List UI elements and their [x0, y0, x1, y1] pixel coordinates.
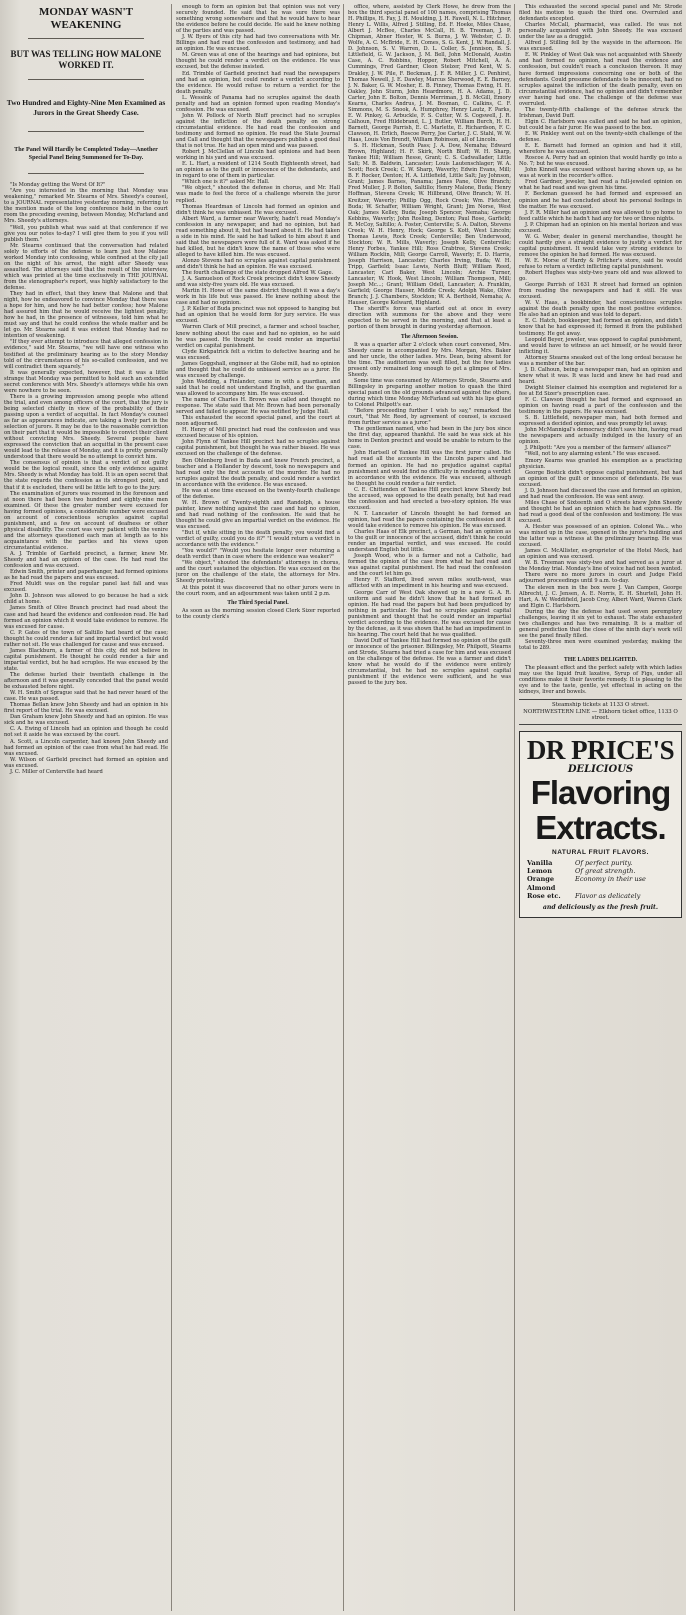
column-1-body [4, 182, 168, 775]
price-extracts-advertisement [519, 731, 682, 919]
paragraph: "If they ever attempt to introduce that alleged confession in evidence," said Mr. Stearns, "we will have one witness who testified at the preliminary hearing as to the story Monday told of the circumstances of his so-called confession, and we will contradict them squarely." [4, 339, 168, 370]
paragraph: During the day the defense had used seven peremptory challenges, leaving it six yet to exhaust. The state exhausted two challenges and has two remaining. It is a matter of general prediction that the close of the ninth day's work will see the panel finally filled. [519, 608, 682, 639]
paragraph: J. P. Keller of Buda precinct was not opposed to hanging but had an opinion that he would form for jury service. He was excused. [176, 306, 340, 325]
paragraph: E. E. Barnett had formed an opinion and had it still, wherefore he was excused. [519, 143, 682, 156]
divider [28, 173, 144, 174]
paragraph: Dwight Steiner claimed his exemption and registered for a fee at Ed Sizer's prescription case. [519, 384, 682, 397]
paragraph: They had in effect, that they knew that Malone and that night, how he endeavored to convince Monday that there was a hope for him, and how he had better confess; how Malone had assured him that he would receive the lightest penalty; how he had, in the presence of witnesses, told him what he must say and that he could confess the whole matter and be let go. Mr. Stearns said it was evident that Monday had no intention of weakening. [4, 291, 168, 340]
deck-3: The Panel Will Hardly be Completed Today—Another Special Panel Being Summoned for To-Day. [14, 146, 158, 161]
deck-2: Two Hundred and Eighty-Nine Men Examined as Jurors in the Great Sheedy Case. [6, 98, 166, 117]
paragraph: A. Hester was possessed of an opinion. Colonel Wa... who was mixed up in the case, opened in the juror's building and the latter was a witness at the preliminary hearing. He was excused. [519, 524, 682, 549]
paragraph: E. W. Pinkley of West Oak was not acquainted with Sheedy and had formed no opinion, had read the evidence and confession, but couldn't reach a conclusion thereon. It may have formed impressions concerning one or both of the defendants. Could presume defendants to be innocent, had no scruples against the infliction of the death penalty, even on circumstantial evidence, had no opinion and didn't remember ever having had one. The challenge of the defense was overruled. [519, 52, 682, 107]
paragraph: The name of Charles H. Brown was called and thought no response. The state said that Mr. Brown had been personally served and failed to appear. He was notified by Judge Hall. [176, 397, 340, 416]
paragraph: The eleven men in the box were J. Van Campen, George Albrecht, J. C. Jensen, A. E. Norris, E. H. Shurtell, John H. Hart, A. W. Weddifield, Jacob Croy, Albert Ward, Warren Clark and Elgin C. Harlsborn. [519, 584, 682, 609]
ad-brand: DR PRICE'S [526, 734, 675, 765]
paragraph: J. W. Byers of this city had had two conversations with Mr. Billings and had read the confession and testimony, and had an opinion. He was excused. [176, 34, 340, 53]
column-4 [519, 4, 682, 1611]
paragraph: C. A. Ewing of Lincoln had an opinion and though he could not set it aside he was excused by the court. [4, 726, 168, 739]
ad-flavor-desc: Economy in their use [575, 875, 646, 884]
paragraph: Leopold Beyer, jeweler, was opposed to capital punishment, and would have to witness an act himself, or he would favor inflicting it. [519, 336, 682, 355]
paragraph: Joseph Wood, who is a farmer and not a Catholic, had formed the opinion of the case from what he had read and was against capital punishment. He had read the confession and the court let him go. [348, 553, 511, 578]
paragraph: E. L. Hart, a resident of 1214 South Eighteenth street, had an opinion as to the guilt or innocence of the defendants, and in regard to one of them in particular. [176, 161, 340, 180]
paragraph: Martin H. Howe of the same district thought it was a day's work in his life but was passed. He knew nothing about the case and had no opinion. [176, 288, 340, 307]
deck-1: BUT WAS TELLING HOW MALONE WORKED IT. [10, 49, 162, 70]
paragraph: Miles Chase of Sixteenth and O streets knew John Sheedy and thought he had an opinion which he had expressed. He had read a good deal of the confession and testimony. He was excused. [519, 499, 682, 524]
paragraph: M. Green was at one of the hearings and had opinions, but thought he could render a verdict on the evidence. He was excused, but the defense insisted. [176, 52, 340, 71]
paragraph: The consensus of opinion is that a verdict of not guilty would be the logical result, since the only evidence against Mrs. Sheedy is what Monday has told. It is an open secret that the state regards the confession as its strongest point, and that if it is excluded, there will be little left to go to the jury. [4, 460, 168, 491]
paragraph: John Flynn of Yankee Hill precinct had no scruples against capital punishment, but thought he was rather biased. He was excused on the challenge of the defense. [176, 439, 340, 458]
paragraph: F. Beckman guessed he had formed and expressed an opinion and he had concluded about his personal feelings in the matter. He was excused. [519, 191, 682, 210]
paragraph: There is a growing impression among people who attend the trial, and even among officers of the court, that the jury is being selected chiefly in view of the probability of their passing upon a verdict of acquittal. In fact Monday's counsel as far as appearances indicate, are taking a lively part in the selection of jurors. It may be due to the reasonable conviction on their part that it would be impossible to convict their client without convicting Mrs. Sheedy. Several people have expressed the conviction that an acquittal in the present case would lead to the release of Monday, and it is pretty generally understood that there would be no attempt to convict him. [4, 393, 168, 461]
paragraph: Charles Haas of Elk precinct, a German, had an opinion as to the guilt or innocence of the accused, didn't think he could render an impartial verdict, and was excused. He could understand English but little. [348, 529, 511, 554]
ad-flavor-desc: Flavor as delicately [575, 892, 641, 901]
paragraph: W. H. Brown of Twenty-eighth and Randolph, a house painter, knew nothing against the case and had no opinion, and had read nothing of the confession. He said that he thought he could give an impartial verdict on the evidence. He was excused. [176, 499, 340, 531]
paragraph: The sheriff's force was started out at once in every direction with summons for the above and they were expected to be served in the morning, and that at least a portion of them brought in during yesterday afternoon. [348, 306, 511, 331]
paragraph: "We object," shouted the defendants' attorneys in chorus, and the court sustained the objection. He was excused on the juror on the challenge of the state, the attorneys for Mrs. Sheedy protesting. [176, 560, 340, 585]
paragraph: Warren Clark of Mill precinct, a farmer and school teacher, knew nothing about the case and had no opinion, so he said he was passed. He thought he could render an impartial verdict on capital punishment. [176, 324, 340, 349]
paragraph: "You would?" "Would you hesitate longer over returning a death verdict than in case where the evidence was weaker?" [176, 548, 340, 561]
column-rule [171, 4, 172, 1611]
ad-tagline: DELICIOUS [567, 763, 634, 775]
ad-flavor-list [523, 859, 678, 901]
divider [28, 131, 144, 132]
section-heading: The Afternoon Session. [400, 333, 459, 340]
paragraph: Alonzo Stevens had no scruples against capital punishment and didn't think he had an opinion. He was excused. [176, 257, 340, 271]
paragraph: Elgin C. Harlsborn was called and said he had an opinion, but could be a fair juror. He was passed to the box. [519, 118, 682, 131]
paragraph: Dan Graham knew John Sheedy and had an opinion. He was sick and he was excused. [4, 714, 168, 727]
paragraph: W. V. Haas, a bookbinder, had conscientious scruples against the death penalty upon the most positive evidence. He also had an opinion and was told to depart. [519, 300, 682, 319]
paragraph: H. Henry of Mill precinct had read the confession and was excused because of his opinion. [176, 427, 340, 440]
paragraph: The gentleman named, who had been in the jury box since the first day, appeared thankful. He said he was sick at his home in Denton precinct and would be unable to return to the case. [348, 426, 511, 451]
paragraph: J. C. Miller of Centerville had heard [10, 768, 103, 775]
paragraph: It was generally expected, however, that it was a little strange that Monday was permitted to hold such an extended secret conference with Mrs. Sheedy's attorneys while his own were nowhere to be seen. [4, 369, 168, 394]
paragraph: J. Philpott: "Are you a member of the farmers' alliance?" [525, 445, 672, 452]
paragraph: Robert Hughes was sixty-two years old and was allowed to go. [519, 270, 682, 283]
paragraph: W. B. Treeman was sixty-two and had served as a juror at the Monday trial. Monday's line of voice had not been wanted. [519, 560, 682, 573]
paragraph: James Goggshall, engineer at the Globe mill, had no opinion and thought that he could do unbiased service as a juror. He was excused by challenge. [176, 360, 340, 379]
paragraph: James Smith of Olive Branch precinct had read about the case and had heard the evidence and confession read. He had formed an opinion which it would take evidence to remove. He was excused for cause. [4, 605, 168, 630]
paragraph: "We object," shouted the defense in chorus, and Mr. Hall was made to feel the force of a challenge wherein the juror replied. [176, 185, 340, 204]
paragraph: John Wedding, a Finlander, came in with a guardian, and said that he could not understand English, and the guardian was allowed to accompany him. He was excused. [176, 378, 340, 397]
ad-flavor-name: Vanilla [527, 858, 553, 867]
paragraph: John Hartsell of Yankee Hill was the first juror called. He had read all the accounts in the Lincoln papers and had formed an opinion. He had no prejudice against capital punishment and would find no difficulty in rendering a verdict in accordance with the evidence. He was excused, although he thought he could render a fair verdict. [348, 450, 511, 487]
ad-flavor-name: Orange [527, 875, 555, 884]
paragraph: John D. Johnson was allowed to go because he had a sick child at home. [4, 593, 168, 606]
paragraph: J. D. Calhoun, being a newspaper man, had an opinion and knew what it was. It was lucid and knew he had read and heard. [519, 366, 682, 385]
paragraph: Thomas Bellan knew John Sheedy and had an opinion in his first report of the trial. He was excused. [4, 702, 168, 715]
paragraph: He was at one time excused on the twenty-fourth challenge of the defense. [176, 487, 340, 500]
paragraph: The defense hurled their twentieth challenge in the afternoon and it was generally conceded that the panel would be exhausted before night. [4, 671, 168, 691]
ad-subheading: NATURAL FRUIT FLAVORS. [552, 848, 649, 856]
ad-flavor-item [527, 892, 678, 900]
paragraph: John McMannigal's democracy didn't save him, having read the newspapers and actually indulged in the luxury of an opinion. [519, 427, 682, 446]
paragraph: Robert J. McClellan of Lincoln had opinions and had been working in his yard and was excused. [176, 149, 340, 162]
paragraph: "But if, while sitting in the death penalty, you would find a verdict of guilty, could you do it?" "I would return a verdict in accordance with the evidence." [176, 530, 340, 549]
paragraph: Charles McCall, pharmacist, was called. He was not personally acquainted with John Sheedy. He was excused under the law as a druggist. [519, 22, 682, 41]
paragraph: "Well, not to any alarming extent." He was excused. [525, 451, 661, 458]
column-rule [514, 4, 515, 1611]
paragraph: James C. McAllister, ex-proprietor of the Hotel Meck, had an opinion and was excused. [519, 548, 682, 561]
column-3-body [348, 4, 511, 686]
paragraph: W. G. Weber, dealer in general merchandise, thought he could hardly give a straight evidence to justify a verdict for capital punishment. It would take very strong evidence to remove the opinion he had formed. He was excused. [519, 233, 682, 258]
paragraph: C. P. Gates of the town of Saltillo had heard of the case; thought he could render a fair and impartial verdict but would rather not sit. He was challenged for cause and was excused. [4, 629, 168, 648]
paragraph: Clyde Kirkpatrick felt a victim to defective hearing and he was excused. [176, 348, 340, 361]
divider [28, 38, 144, 39]
column-3 [348, 4, 511, 1611]
paragraph: Seventy-three men were examined yesterday, making the total to 289. [519, 638, 682, 651]
paragraph: A. Scott, a Lincoln carpenter, had known John Sheedy and had formed an opinion of the case from what he had read. He was excused. [4, 738, 168, 757]
paragraph: Edwin Smith, printer and paperhanger, had formed opinions as he had read the papers and was excused. [4, 569, 168, 582]
paragraph: James Blackburn, a farmer of this city, did not believe in capital punishment. He thought he could render a fair and impartial verdict, but he had scruples. He was excused by the state. [4, 647, 168, 672]
section-heading: The Third Special Panel. [227, 599, 289, 606]
paragraph: The examination of jurors was resumed in the forenoon and at noon there had been two hundred and eighty-nine men examined. Of these the greater number were excused for having formed opinions, a considerable number were excused on account of conscientious scruples against capital punishment, and a few on account of deafness or other physical disability. The court was very patient with the venire and the attorneys questioned each man at length as to his acquaintance with the parties and his views upon circumstantial evidence. [4, 490, 168, 551]
ad-flavor-item [527, 875, 678, 883]
column-1 [4, 4, 168, 1611]
paragraph: Thomas Heardman of Lincoln had formed an opinion and didn't think he was unbiased. He was excused. [176, 203, 340, 216]
paragraph: "Which one is it?" asked Mr. Hall. [182, 179, 270, 186]
paragraph: George Bostick didn't oppose capital punishment, but had an opinion of the guilt or innocence of defendants. He was excused. [519, 469, 682, 488]
paragraph: J. P. Chipman had an opinion on his mental horizon and was excused. [519, 221, 682, 234]
paragraph: Mr. Stearns continued that the conversation had related solely to efforts of the defense to learn just how Malone worked Monday into confessing, while confined at the city jail on the night of his arrest, the night after Sheedy was assaulted. The attorneys said that the result of the interview, which was printed at the time exclusively in THE JOURNAL from the stenographer's report, was highly satisfactory to the defense. [4, 242, 168, 291]
paragraph: W. Wilson of Garfield precinct had formed an opinion and was excused. [4, 756, 168, 769]
ladies-paragraph: The pleasant effect and the perfect safety with which ladies may use the liquid fruit laxative, Syrup of Figs, under all conditions make it their favorite remedy. It is pleasing to the eye and to the taste, gentle, yet effectual in acting on the kidneys, liver and bowels. [519, 665, 682, 696]
paragraph: George Parrish of 1631 R street had formed an opinion from reading the newspapers and had it still. He was excused. [519, 282, 682, 301]
paragraph: Fred Gardner, jeweler, had read a full-jeweled opinion on what he had read and was given his time. [519, 179, 682, 192]
paragraph: Henry F. Stafford, lived seven miles south-west, was afflicted with an impediment in his hearing and was excused. [348, 577, 511, 590]
ad-product-line-1: Flavoring [530, 773, 671, 811]
paragraph: George Carr of West Oak showed up in a new G. A. R. uniform and said he didn't know that he had formed an opinion. He had read the papers but had been prejudiced by nothing in particular. He had no scruples against capital punishment and thought that he could render an impartial verdict according to the evidence. He was excused for cause by the defense, as it was shown that he had an impediment in his hearing. The court held that he was qualified. [348, 589, 511, 638]
paragraph: John W. Pollock of North Bluff precinct had no scruples against the infliction of the death penalty on strong circumstantial evidence. He had read the confession and testimony and formed no opinion. He read the State Journal and Call and thought that the newspapers publish a good deal that is not true. He had an open mind and was passed. [176, 112, 340, 150]
paragraph: J. D. Johnson had discussed the case and formed an opinion, and had read the confession. He was sent away. [519, 487, 682, 500]
paragraph: Ed. Trimble of Garfield precinct had read the newspapers and had an opinion, but could render a verdict according to the evidence. He would refuse to return a verdict for the death penalty. [176, 70, 340, 95]
ladies-heading: THE LADIES DELIGHTED. [563, 657, 638, 664]
paragraph: Alfred J. Stilling fell by the wayside in the afternoon. He was excused. [519, 40, 682, 53]
paragraph: David Duff of Yankee Hill had formed no opinion of the guilt or innocence of the prisoner. Billingsley, Mr. Philpott, Stearns and Strode, Stearns had tried a case for him and was excused on the challenge of the defense. He was a farmer and didn't know what he would do if the evidence were entirely circumstantial, but he had no scruples against capital punishment if the evidence were sufficient, and he was passed to the jury box. [348, 637, 511, 687]
paragraph: It was a quarter after 2 o'clock when court convened, Mrs. Sheedy came in accompanied by Mrs. Morgan, Mrs. Baker and her uncle, the other ladies. Mrs. Dean, being absent for the time. The auditorium was well filled, but the few ladies present only remained long enough to get a glimpse of Mrs. Sheedy. [348, 341, 511, 378]
ad-flavor-name: Rose etc. [527, 892, 561, 901]
headline: MONDAY WASN'T WEAKENING [38, 6, 134, 31]
paragraph: "Is Monday getting the Worst Of It?" [10, 182, 106, 189]
column-2 [176, 4, 340, 1611]
paragraph: L. Wessink of Panama had no scruples against the death penalty and had an opinion formed upon reading Monday's confession. He was excused. [176, 94, 340, 113]
paragraph: The fourth challenge of the state dropped Alfred W. Gage. [182, 270, 334, 277]
column-4-body [519, 4, 682, 651]
ad-flavor-item [527, 859, 678, 867]
paragraph: The twenty-fifth challenge of the defense struck the Irishman, David Duff. [519, 106, 682, 119]
paragraph: "Well, you publish what was said at that conference if we give you our notes to-day? I will give them to you if you will publish them." [4, 224, 168, 243]
paragraph: As soon as the morning session closed Clerk Sizer reported to the county clerk's [176, 607, 340, 620]
paragraph: Fred Muldt was on the regular panel last fall and was excused. [4, 581, 168, 594]
paragraph: C. E. Chittenden of Yankee Hill precinct knew Sheedy but the accused, was opposed to the death penalty, but had read the confession and had erected a two-story opinion. He was excused. [348, 486, 511, 511]
paragraph: Albert Ward, a farmer near Waverly, hadn't read Monday's confession in any newspaper, and had no opinion, but had read something about it, but had heard about it. He had taken a side in his mind. He said he had talked to him about it and said that the newspapers were full of it. Ward was asked if he had killed, but he didn't know the name of those who were alleged to have killed him. He was excused. [176, 215, 340, 258]
paragraph: Attorney Stearns sneaked out of the long ordeal because he was a member of the bar. [519, 354, 682, 367]
ad-flavor-desc: Of perfect purity. [575, 858, 633, 867]
paragraph: This exhausted the second special panel and Mr. Strode filed his motion to quash the third one. Overruled and defendants excepted. [519, 4, 682, 23]
paragraph: Emory Kearns was granted his exemption as a practicing physician. [519, 457, 682, 470]
ad-product-line-2: Extracts. [535, 808, 666, 846]
paragraph: W. H. Smith of Sprague said that he had never heard of the case. He was passed. [4, 690, 168, 703]
paragraph: This exhausted the second special panel, and the court at noon adjourned. [176, 415, 340, 428]
paragraph: W. E. Morse of Hardy & Pritcher's store, said he would refuse to return a verdict inflicting capital punishment. [519, 257, 682, 271]
rail-ad-line-2: NORTHWESTERN LINE — Elkhorn ticket office, 1133 O street. [523, 708, 678, 722]
divider [28, 79, 144, 80]
paragraph: S. H. Hickman, South Pass; J. A. Dow, Nemaha; Edward Brown, Highland; H. F. Skirk, North Bluff; W. H. Sharp, Yankee Hill; William Resse, Grant; C. S. Cadwallader, Little Salt; M. B. Baldwin, Lancaster; Louis Lautenschlager; W. A. Scott; Rock Creek; C. W. Sharp, Waverly; Edwin Evans, Mill; B. F. Rocker, Denton; H. A. Littlefield, Little Salt; Jay Johnson, Grant; James Barnes, Panama; James Pane, Olive Branch; Fred Muller, J. P. Bolton, Saltillo; Henry Malone, Buda; Henry Hoffman, Stevens Creek; W. Hillbrand, Olive Branch; W. H. Kreitzer, Waverly; Phillip Ogg, Rock Creek; Wm. Fletcher, Buda; W. Schaffer, William Wright, Grant; Jim Norse, West Oak; James Kelley, Buda; Joseph Spencer, Nemaha; George Kebbins, Waverly; John Rosling, Denton; Paul Rose, Garfield; R. McCoy, Saltillo; A. Foster, Centerville; S. A. Dalton, Stevens Creek; W. H. Henry, Hock; George S. Kott, West Lincoln; Thomas Lewis, Rock Creek; Centerville; Ben Underwood, Stockton; W. R. Mills, Waverly; Joseph Kelly, Centerville; Henry Forbes, Yankee Hill; Ross Crabtree, Stevens Creek; William Rocklin, Mill; George Carroll, Waverly; E. D. Harris, Joseph Harrison, Lancaster; Charles Irving, Buda; W. H. Tripp, Garfield; Isaac Lewis, North Bluff; William Reed, Lancaster; Carl Baker, West Lincoln; Archie Turner, Lancaster; W. Hook, West Lincoln; William Thompson, Mill; Joseph Mc...; Grant; William Odell, Lancaster; A. Franklin, Garfield; George Hauser, Middle Creek; Adolph Wake, Olive Branch; J. J. Chambers, Stockton; W. A. Berthold, Nemaha; A. Hauser, George Kelward, Highland. [348, 143, 511, 307]
ad-flavor-name: Lemon [527, 867, 553, 876]
paragraph: J. A. Samuelson of Rock Creek precinct didn't know Sheedy and was sixty-five years old. He was excused. [176, 276, 340, 289]
paragraph: John Kinnell was excused without having shown up, as he was at work in the recorder's office. [519, 167, 682, 180]
ad-flavor-item [527, 884, 678, 892]
paragraph: S. B. Littlefield, newspaper man, had both formed and expressed a decided opinion, and was promptly let away. [519, 415, 682, 428]
paragraph: A. J. Trimble of Garfield precinct, a farmer, knew Mr. Sheedy and had an opinion of the case. He had read the confession and was excused. [4, 551, 168, 570]
rail-ad-line-1: Steamship tickets at 1133 O street. [552, 702, 649, 709]
paragraph: Roscoe A. Perry had an opinion that would hardly go into a No. 7; but he was excused. [519, 155, 682, 168]
column-2-body [176, 4, 340, 620]
paragraph: N. T. Lancaster of Lincoln thought he had formed an opinion, had read the papers containing the confession and it would take evidence to remove his opinion. He was excused. [348, 510, 511, 529]
paragraph: At this point it was discovered that no other jurors were in the court room, and an adjournment was taken until 2 p.m. [176, 584, 340, 597]
paragraph: There were no more jurors in court and Judge Field adjourned proceedings until 9 a.m. to-day. [519, 572, 682, 585]
paragraph: F. C. Clawson thought he had formed and expressed an opinion on having read a part of the confession and the testimony in the papers. He was excused. [519, 397, 682, 416]
paragraph: J. F. R. Miller had an opinion and was allowed to go home to feed cattle which he hadn't had any for two or three nights. [519, 209, 682, 222]
paragraph: Some time was consumed by Attorneys Strode, Stearns and Billingsley in preparing another motion to quash the third special panel on the old grounds advanced against the others, during which time Monday McFarland sat with his lips glued to Colonel Philpott's ear. [348, 377, 511, 409]
ad-flavor-item [527, 867, 678, 875]
paragraph: "Are you interested in the morning that Monday was weakening," remarked Mr. Stearns of Mrs. Sheedy's counsel, to a JOURNAL representative yesterday morning, referring to the mention made of the long conference held in the court room the preceding evening, between Monday, McFarland and Mrs. Sheedy's attorneys. [4, 188, 168, 225]
rail-ad [519, 699, 682, 724]
paragraph: office, where, assisted by Clerk Howe, he drew from the box the third special panel of 100 names, comprising Thomas H. Phillips, H. Fay, J. H. Moulding, J. H. Fawell, N. L. Hitchner, Henry L. Willis, Alfred J. Stilling, Ed. F. Hoeke, Miles Chase, Albert J. McBee, Charles McCall, H. B. Treeman, J. P. Chipman, Abner Hester, W. S. Burns, J. W. Webster, C. D. Wolfe, A. C. McBride, E. H. Comes, S. G. Kent, J. W. Randall, J. D. Johnson, S. V. Warren, D. L. Coller, S. Jennison, B. S. Littlefield, G. W. Jackson, J. M. Bell, John McDonald, Austin Case, A. C. Robbins, Hopper, Robert Mitchell, A. A. Cummings, Fred Gardner, Cleon Stelzer, Fred Kent, W. S. Drakley, J. W. Pile, F. Beckman, J. F. R. Miller, J. C. Penhirst, Thomas Newell, J. E. Dawley, Marcus Sherwood, E. E. Barney, J. N. Baker, G. W. Mosher, E. B. Finney, Thomas Ewing, H. H. Oakley, John Sturm, John Heardmore, H. A. Adams, J. D. Carter, John E. Bolton, Dennis Merriman, J. B. McGill, Emory Kearns, Charles Andrus, J. M. Bosman, C. Calkins, C. F. Simmons, M. S. Snook, A. Humphrey, Henry Lautz, F. Parks, E. W. Pinkey, G. Arbuckle, F. S. Cutter, W. S. Cogswell, J. R. Calhoun, Fred Hildebrand, L. J. Butler, William Burch, H. H. Barnett, George Parrish, E. C. Marlette, E. Richardson, F. C. Clawson, H. Erlich, Roscoe Perry, Joe Carter, J. C. Stahl, W. W. Haas, Louis Von Brendt, William Robinson, all of Lincoln. [348, 4, 511, 144]
column-rule [343, 4, 344, 1611]
paragraph: Ben Ohlenberg lived in Buda and knew French precinct, a teacher and a Hollander by descent, took no newspapers and had read only the first accounts of the murder. He had no scruples against the death penalty, and could render a verdict in accordance with the evidence. He was excused. [176, 457, 340, 488]
ad-flavor-name: Almond [527, 883, 556, 892]
paragraph: "Before proceeding further I wish to say," remarked the court, "that Mr. Reed, by agreement of counsel, is excused from further service as a juror." [348, 408, 511, 427]
paragraph: E. C. Hatch, bookkeeper, had formed an opinion, and didn't know that he had expressed it; formed it from the published testimony. He got away. [519, 318, 682, 337]
ad-footer: and deliciously as the fresh fruit. [542, 903, 659, 911]
paragraph: enough to form an opinion but that opinion was not very securely founded. He said that he was sure there was something wrong somewhere and that he would have to hear the evidence before he could decide. He said he knew nothing of the parties and was passed. [176, 4, 340, 35]
paragraph: E. W. Pinkley went out on the twenty-sixth challenge of the defense. [519, 130, 682, 144]
ad-flavor-desc: Of great strength. [575, 867, 636, 876]
